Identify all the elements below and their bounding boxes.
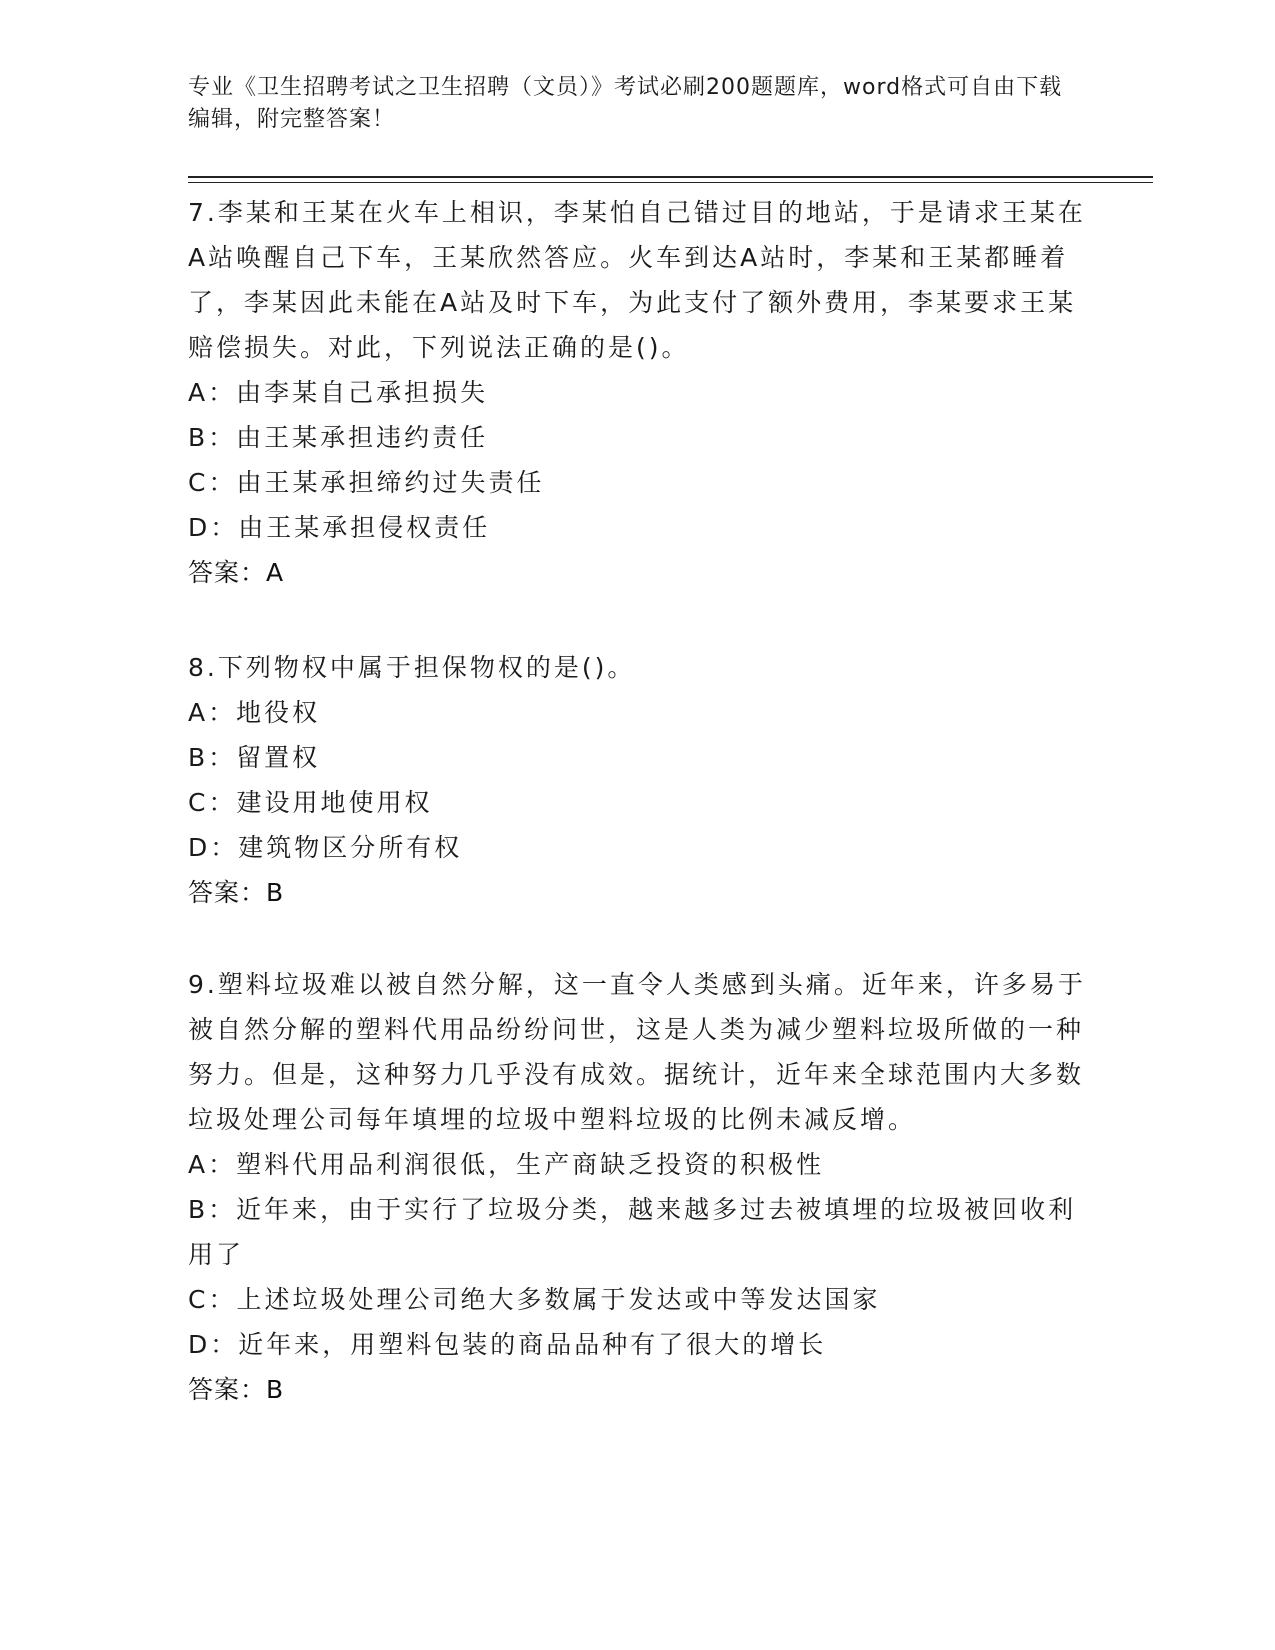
option-c: C：建设用地使用权 — [188, 788, 433, 817]
header-divider-thin — [188, 182, 1153, 183]
question-7 — [188, 190, 1088, 595]
question-8 — [188, 645, 1088, 915]
answer: 答案：B — [188, 1375, 285, 1404]
option-a: A：塑料代用品利润很低，生产商缺乏投资的积极性 — [188, 1150, 825, 1179]
answer: 答案：A — [188, 558, 285, 587]
answer: 答案：B — [188, 878, 285, 907]
option-d: D：近年来，用塑料包装的商品品种有了很大的增长 — [188, 1330, 827, 1359]
question-stem: 9.塑料垃圾难以被自然分解，这一直令人类感到头痛。近年来，许多易于被自然分解的塑料代用品纷纷问世，这是人类为减少塑料垃圾所做的一种努力。但是，这种努力几乎没有成效。据统计，近年来全球范围内大多数垃圾处理公司每年填埋的垃圾中塑料垃圾的比例未减反增。 — [188, 970, 1086, 1134]
question-stem: 8.下列物权中属于担保物权的是()。 — [188, 653, 636, 682]
option-b: B：由王某承担违约责任 — [188, 423, 489, 452]
header-divider-thick — [188, 176, 1153, 178]
option-a: A：由李某自己承担损失 — [188, 378, 489, 407]
option-a: A：地役权 — [188, 698, 321, 727]
option-d: D：建筑物区分所有权 — [188, 833, 463, 862]
option-c: C：上述垃圾处理公司绝大多数属于发达或中等发达国家 — [188, 1285, 881, 1314]
question-9 — [188, 962, 1088, 1412]
option-d: D：由王某承担侵权责任 — [188, 513, 491, 542]
question-stem: 7.李某和王某在火车上相识，李某怕自己错过目的地站，于是请求王某在A站唤醒自己下车，王某欣然答应。火车到达A站时，李某和王某都睡着了，李某因此未能在A站及时下车，为此支付了额外费用，李某要求王某赔偿损失。对此，下列说法正确的是()。 — [188, 198, 1086, 362]
document-header: 专业《卫生招聘考试之卫生招聘（文员）》考试必刷200题题库，word格式可自由下载编辑，附完整答案！ — [188, 75, 1063, 132]
option-b: B：近年来，由于实行了垃圾分类，越来越多过去被填埋的垃圾被回收利用了 — [188, 1195, 1077, 1269]
option-c: C：由王某承担缔约过失责任 — [188, 468, 545, 497]
option-b: B：留置权 — [188, 743, 321, 772]
